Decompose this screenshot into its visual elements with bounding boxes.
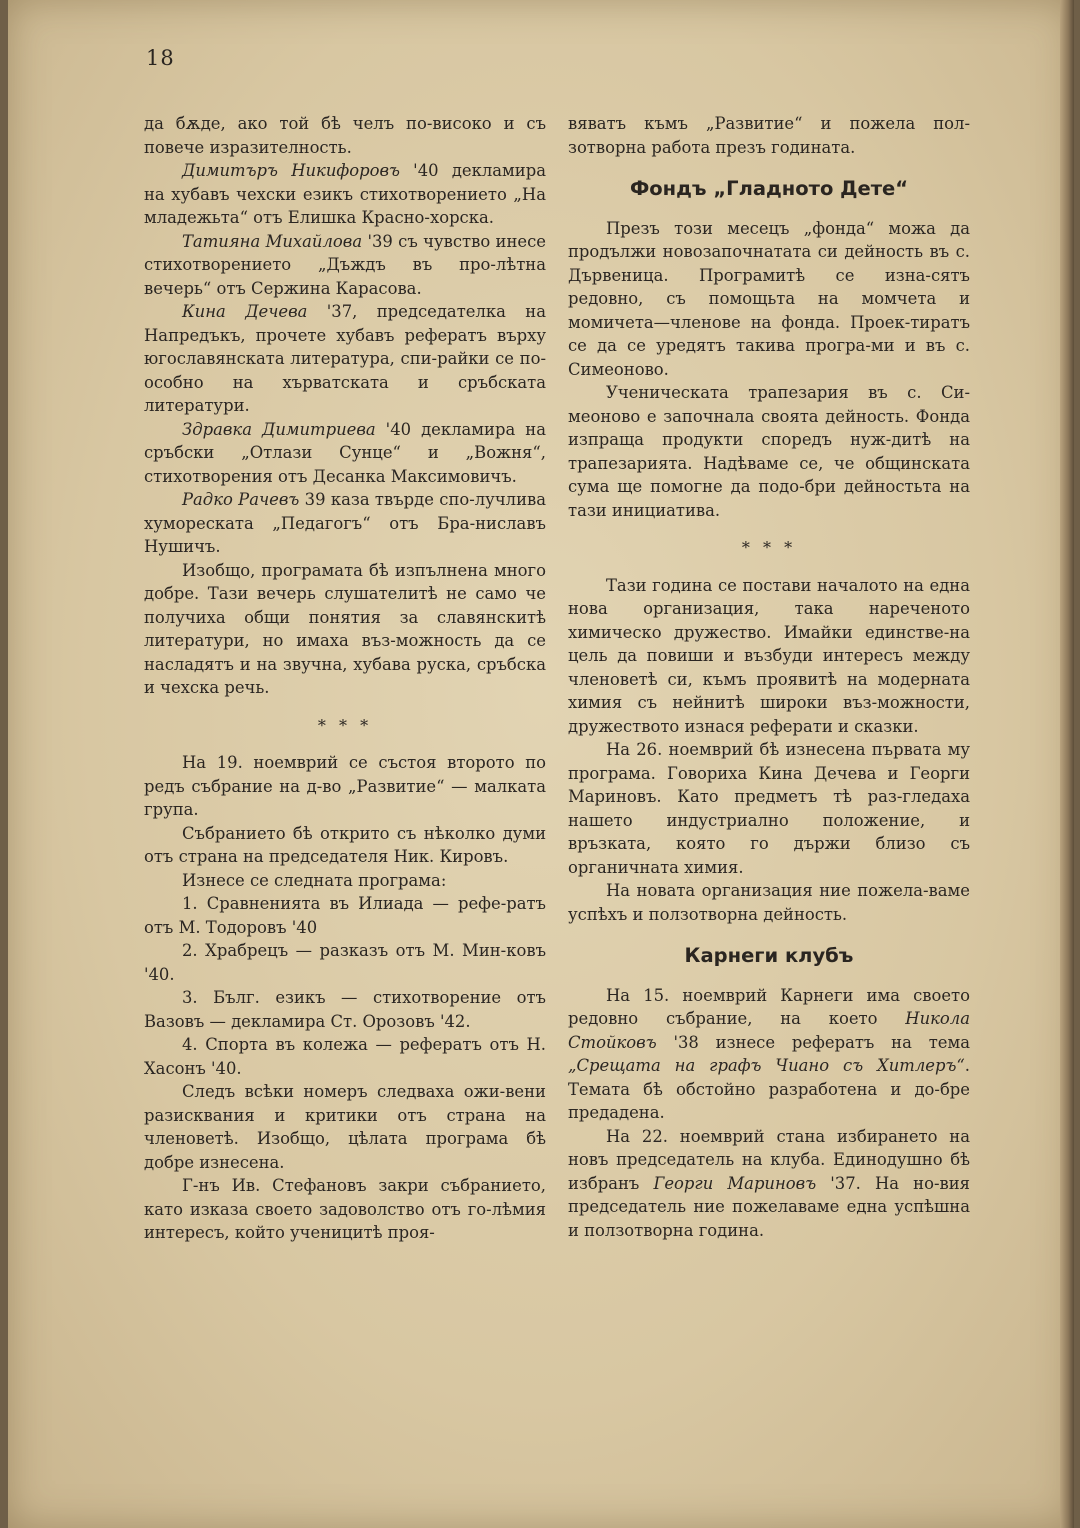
paragraph-text: '39 съ чувство инесе стихотворението „Дъждъ въ про-лѣтна вечерь“ отъ Сержина Карасова. (144, 231, 546, 298)
paragraph-text: '40 декламира на хубавъ чехски езикъ стихотворението „На младежьта“ отъ Елишка Красно-хорска. (144, 161, 546, 227)
paragraph: Изнесе се следната програма: (182, 870, 447, 890)
paragraph: На новата организация ние пожела-ваме успѣхъ и ползотворна дейность. (568, 881, 970, 924)
program-item: 2. Храбрецъ — разказъ отъ М. Мин-ковъ '40. (144, 941, 546, 984)
page-spine-edge (1060, 0, 1074, 1528)
program-item: 3. Бълг. езикъ — стихотворение отъ Вазовъ — декламира Ст. Орозовъ '42. (144, 988, 546, 1031)
paragraph-text: 39 каза твърде спо-лучлива хумореската „Педагогъ“ отъ Бра-ниславъ Нушичъ. (144, 490, 547, 556)
paragraph: Тази година се постави началото на една нова организация, така нареченото химическо дружество. Имайки единстве-на цель да повиши и възбуди интересъ между членоветѣ си, къмъ проявитѣ на модерната химия съ нейнитѣ широки въз-можности, дружеството изнася реферати и сказки. (568, 575, 970, 736)
paragraph: На 26. ноемврий бѣ изнесена първата му програма. Говориха Кина Дечева и Георги Мариновъ. Като предметъ тѣ раз-гледаха нашето индустриално положение, и връзката, която го държи близо съ органичната химия. (568, 740, 970, 877)
lecture-title: „Срещата на графъ Чиано съ Хитлеръ“ (568, 1056, 965, 1075)
person-name: Георги Мариновъ (653, 1173, 817, 1193)
paragraph-text: '37. На но-вия председатель ние пожелаваме една успѣшна и ползотворна година. (568, 1173, 971, 1240)
paragraph: Ученическата трапезария въ с. Си-меоново е започнала своята дейность. Фонда изпраща продукти споредъ нуж-дитѣ на трапезарията. Надѣваме се, че общинската сума ще помогне да подо-бри дейностьта на тази инициатива. (568, 383, 970, 520)
asterism-divider: * * * (741, 538, 797, 557)
paragraph-text: . Темата бѣ обстойно разработена и до-бре предадена. (568, 1056, 970, 1122)
paragraph: Събранието бѣ открито съ нѣколко думи отъ страна на председателя Ник. Кировъ. (144, 823, 546, 866)
program-item: 1. Сравненията въ Илиада — рефе-ратъ отъ М. Тодоровъ '40 (144, 894, 546, 937)
program-item: 4. Спорта въ колежа — рефератъ отъ Н. Хасонъ '40. (144, 1035, 546, 1078)
section-heading-carnegie: Карнеги клубъ (684, 944, 854, 967)
person-name: Здравка Димитриева (182, 419, 376, 439)
paragraph: да бѫде, ако той бѣ челъ по-високо и съ повече изразителность. (144, 114, 546, 157)
paragraph-text: На 15. ноемврий Карнеги има своето редовно събрание, на което (568, 985, 970, 1028)
person-name: Кина Дечева (182, 302, 308, 321)
paragraph (144, 300, 546, 418)
person-name: Никола Стойковъ (568, 1009, 970, 1052)
paragraph-text: '37, председателка на Напредъкъ, прочете хубавъ рефератъ върху югославянската литература, спи-райки се по-особно на хърватската и сръбската литератури. (144, 302, 546, 415)
paragraph (144, 159, 546, 230)
paragraph (144, 230, 546, 301)
asterism-divider: * * * (317, 715, 373, 735)
paragraph-text: '40 декламира на сръбски „Отлази Сунце“ и „Вожня“, стихотворения отъ Десанка Максимовичъ. (144, 419, 546, 486)
paragraph: Следъ всѣки номеръ следваха ожи-вени разисквания и критики отъ страна на членоветѣ. Изобщо, цѣлата програма бѣ добре изнесена. (144, 1082, 546, 1172)
paragraph (568, 984, 970, 1125)
paragraph-text: '38 изнесе рефератъ на тема (656, 1032, 970, 1052)
section-heading-fund: Фондъ „Гладното Дете“ (629, 177, 909, 200)
paragraph-text: На 22. ноемврий стана избирането на новъ председатель на клуба. Единодушно бѣ избранъ (568, 1126, 970, 1193)
person-name: Татияна Михайлова (182, 231, 363, 251)
paragraph: Презъ този месецъ „фонда“ можа да продължи новозапочнатата си дейность въ с. Дървеница. Програмитѣ се изна-сятъ редовно, съ помощьта на момчета и момичета—членове на фонда. Проек-тиратъ се да се уредятъ такива програ-ми и въ с. Симеоново. (568, 218, 970, 379)
paragraph (144, 418, 546, 489)
paragraph: вяватъ къмъ „Развитие“ и пожела пол-зотворна работа презъ годината. (568, 114, 970, 157)
person-name: Радко Рачевъ (182, 490, 300, 509)
paragraph (144, 488, 546, 559)
page (8, 0, 1074, 1528)
paragraph (568, 1125, 970, 1243)
person-name: Димитъръ Никифоровъ (182, 161, 400, 180)
left-column (144, 112, 546, 1245)
paragraph: Г-нъ Ив. Стефановъ закри събранието, като изказа своето задоволство отъ го-лѣмия интересъ, който ученицитѣ проя- (144, 1176, 546, 1242)
paragraph: На 19. ноемврий се състоя второто по редъ събрание на д-во „Развитие“ — малката група. (144, 753, 546, 819)
page-number: 18 (146, 46, 175, 70)
right-column (568, 112, 970, 1242)
paragraph: Изобщо, програмата бѣ изпълнена много добре. Тази вечерь слушателитѣ не само че получиха общи понятия за славянскитѣ литератури, но имаха въз-можность да се насладятъ и на звучна, хубава руска, сръбска и чехска речь. (144, 560, 546, 697)
